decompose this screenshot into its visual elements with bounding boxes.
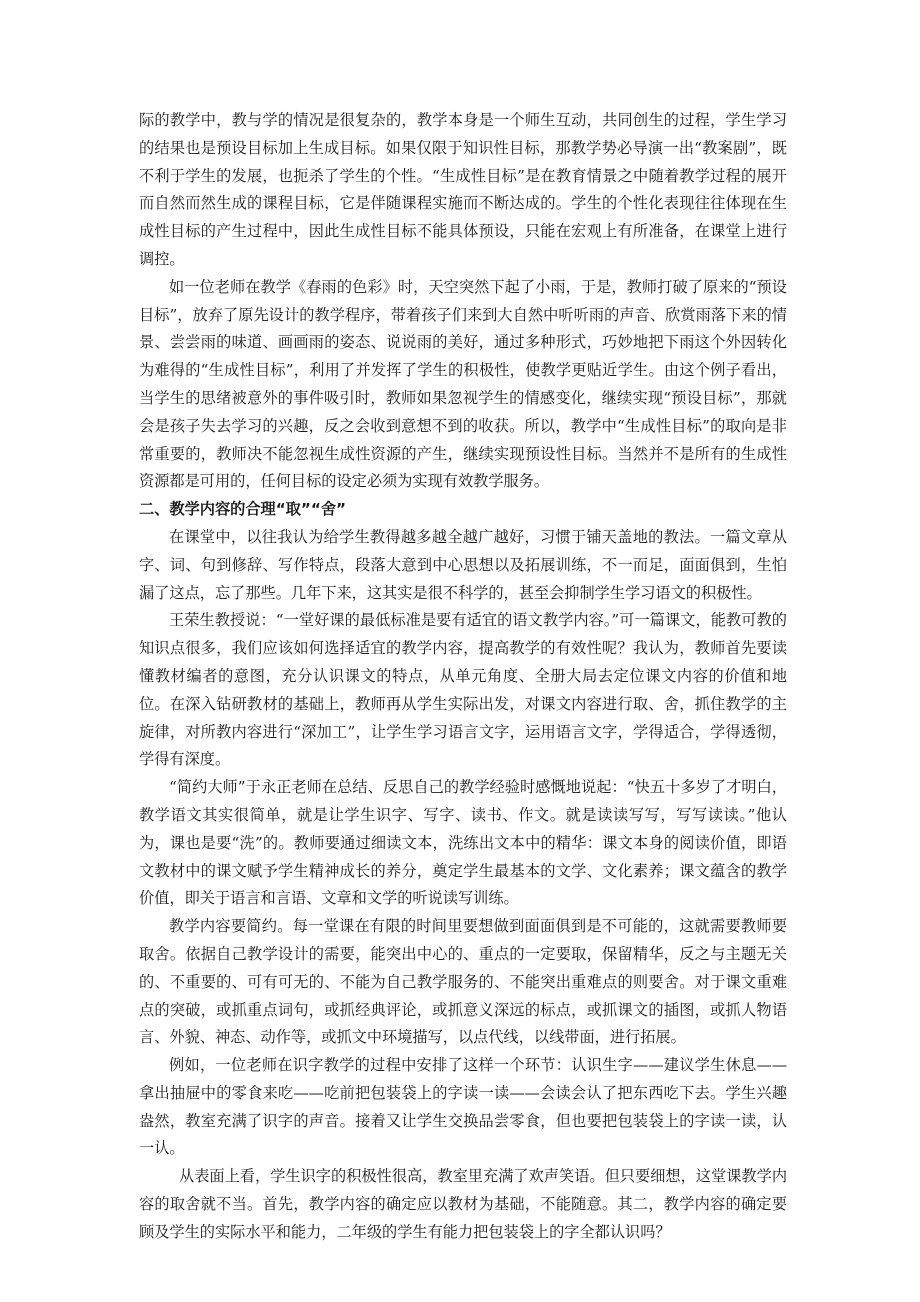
paragraph-yu-yongzheng-quote: “简约大师”于永正老师在总结、反思自己的教学经验时感慨地说起：“快五十多岁了才明白，教学语文其实很简单，就是让学生识字、写字、读书、作文。就是读读写写，写写读读。”他认为，课也是要“洗”的。教师要通过细读文本，洗练出文本中的精华：课文本身的阅读价值，即语文教材中的课文赋予学生精神成长的养分，奠定学生最基本的文学、文化素养；课文蕴含的教学价值，即关于语言和言语、文章和文学的听说读写训练。 [139, 778, 787, 908]
paragraph-simplicity: 教学内容要简约。每一堂课在有限的时间里要想做到面面俱到是不可能的，这就需要教师要取舍。依据自己教学设计的需要，能突出中心的、重点的一定要取，保留精华，反之与主题无关的、不重要的、可有可无的、不能为自己教学服务的、不能突出重难点的则要舍。对于课文重难点的突破，或抓重点词句，或抓经典评论，或抓意义深远的标点，或抓课文的插图，或抓人物语言、外貌、神态、动作等，或抓文中环境描写，以点代线，以线带面，进行拓展。 [139, 917, 787, 1047]
document-body [139, 107, 787, 1247]
paragraph-wang-rongsheng-quote: 王荣生教授说：“一堂好课的最低标准是要有适宜的语文教学内容。”可一篇课文，能教可教的知识点很多，我们应该如何选择适宜的教学内容，提高教学的有效性呢？我认为，教师首先要读懂教材编者的意图，充分认识课文的特点，从单元角度、全册大局去定位课文内容的价值和地位。在深入钻研教材的基础上，教师再从学生实际出发，对课文内容进行取、舍，抓住教学的主旋律，对所教内容进行“深加工”，让学生学习语言文字，运用语言文字，学得适合，学得透彻，学得有深度。 [139, 611, 787, 769]
paragraph-analysis: 从表面上看，学生识字的积极性很高，教室里充满了欢声笑语。但只要细想，这堂课教学内容的取舍就不当。首先，教学内容的确定应以教材为基础，不能随意。其二，教学内容的确定要顾及学生的实际水平和能力，二年级的学生有能力把包装袋上的字全都认识吗？ [139, 1167, 787, 1241]
paragraph-example-spring-rain: 如一位老师在教学《春雨的色彩》时，天空突然下起了小雨，于是，教师打破了原来的“预设目标”，放弃了原先设计的教学程序，带着孩子们来到大自然中听听雨的声音、欣赏雨落下来的情景、尝尝雨的味道、画画雨的姿态、说说雨的美好，通过多种形式，巧妙地把下雨这个外因转化为难得的“生成性目标”，利用了并发挥了学生的积极性，使教学更贴近学生。由这个例子看出，当学生的思绪被意外的事件吸引时，教师如果忽视学生的情感变化，继续实现“预设目标”，那就会是孩子失去学习的兴趣，反之会收到意想不到的收获。所以，教学中“生成性目标”的取向是非常重要的，教师决不能忽视生成性资源的产生，继续实现预设性目标。当然并不是所有的生成性资源都是可用的，任何目标的设定必须为实现有效教学服务。 [139, 277, 787, 491]
paragraph-past-approach: 在课堂中，以往我认为给学生教得越多越全越广越好，习惯于铺天盖地的教法。一篇文章从字、词、句到修辞、写作特点，段落大意到中心思想以及拓展训练，不一而足，面面俱到，生怕漏了这点，忘了那些。几年下来，这其实是很不科学的，甚至会抑制学生学习语文的积极性。 [139, 527, 787, 602]
section-heading-content-selection: 二、教学内容的合理“取”“舍” [139, 500, 346, 519]
paragraph-literacy-example: 例如，一位老师在识字教学的过程中安排了这样一个环节：认识生字——建议学生休息——拿出抽屉中的零食来吃——吃前把包装袋上的字读一读——会读会认了把东西吃下去。学生兴趣盎然，教室充满了识字的声音。接着又让学生交换品尝零食，但也要把包装袋上的字读一读，认一认。 [139, 1056, 787, 1158]
paragraph-continuation: 际的教学中，教与学的情况是很复杂的，教学本身是一个师生互动，共同创生的过程，学生学习的结果也是预设目标加上生成目标。如果仅限于知识性目标，那教学势必导演一出“教案剧”，既不利于学生的发展，也扼杀了学生的个性。“生成性目标”是在教育情景之中随着教学过程的展开而自然而然生成的课程目标，它是伴随课程实施而不断达成的。学生的个性化表现往往体现在生成性目标的产生过程中，因此生成性目标不能具体预设，只能在宏观上有所准备，在课堂上进行调控。 [139, 111, 787, 268]
